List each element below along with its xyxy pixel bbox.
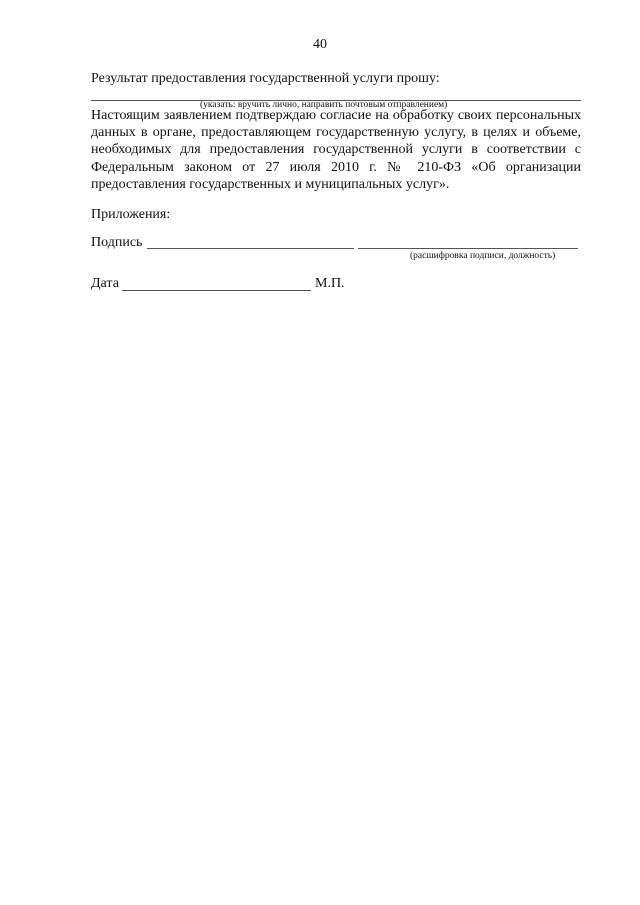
date-line[interactable] bbox=[122, 290, 311, 291]
signature-line[interactable] bbox=[147, 248, 354, 249]
consent-line: необходимых для предоставления государственной услуги в соответствии с bbox=[91, 142, 581, 158]
consent-line: Федеральным законом от 27 июля 2010 г. № 210-ФЗ «Об организации bbox=[91, 159, 581, 175]
consent-line: предоставления государственных и муниципальных услуг». bbox=[91, 176, 450, 192]
result-hint: (указать: вручить лично, направить почтовым отправлением) bbox=[200, 100, 448, 110]
consent-line: Настоящим заявлением подтверждаю согласие на обработку своих персональных bbox=[91, 108, 581, 123]
signature-label: Подпись bbox=[91, 235, 143, 250]
consent-paragraph bbox=[91, 107, 581, 193]
result-label: Результат предоставления государственной услуги прошу: bbox=[91, 71, 440, 86]
date-label: Дата bbox=[91, 276, 119, 291]
stamp-label: М.П. bbox=[315, 276, 345, 291]
attachments-label: Приложения: bbox=[91, 207, 171, 222]
consent-line: данных в органе, предоставляющем государственную услугу, в целях и объеме, bbox=[91, 125, 581, 141]
page-number: 40 bbox=[313, 37, 327, 52]
signature-decoding-line[interactable] bbox=[358, 248, 578, 249]
signature-hint: (расшифровка подписи, должность) bbox=[410, 251, 556, 261]
